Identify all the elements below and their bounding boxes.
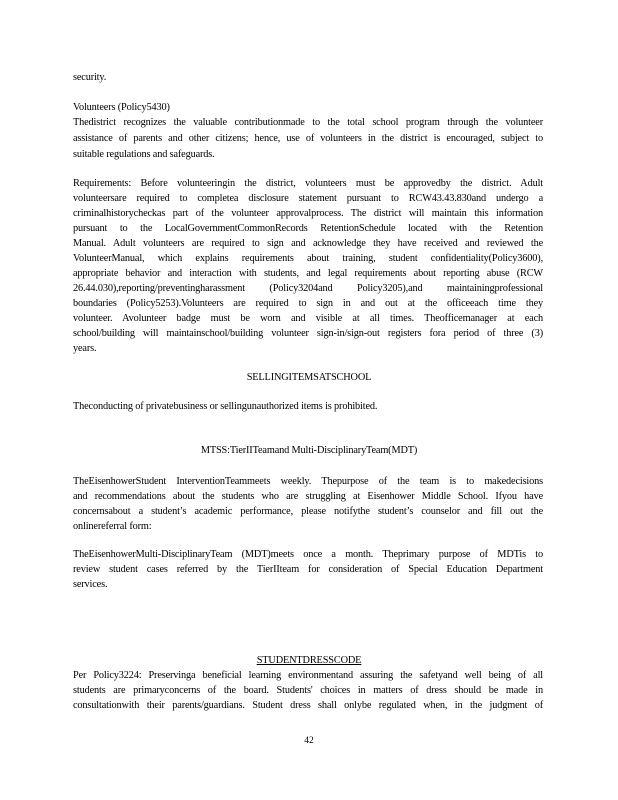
text-line: Manual. Adult volunteers are required to sign and acknowledge they have received and reviewed the bbox=[73, 238, 543, 249]
section-heading-dress-code: STUDENTDRESSCODE bbox=[256, 655, 362, 666]
page-number: 42 bbox=[304, 736, 314, 746]
text-line: criminalhistorycheckas part of the volunteer approvalprocess. The district will maintain this information bbox=[73, 208, 543, 219]
text-line: 26.44.030),reporting/preventingharassment (Policy3204and Policy3205),and maintainingprofessional bbox=[73, 283, 543, 294]
text-line: and recommendations about the students who are struggling at Eisenhower Middle School. Ifyou have bbox=[73, 491, 543, 502]
text-line: services. bbox=[73, 579, 108, 590]
section-heading-volunteers: Volunteers (Policy5430) bbox=[73, 102, 170, 113]
text-line: assistance of parents and other citizens; hence, use of volunteers in the district is encouraged, subject to bbox=[73, 133, 543, 144]
text-line: Theconducting of privatebusiness or sellingunauthorized items is prohibited. bbox=[73, 401, 378, 412]
text-line: TheEisenhowerStudent InterventionTeammeets weekly. Thepurpose of the team is to makedecisions bbox=[73, 476, 543, 487]
text-line: consultationwith their parents/guardians. Student dress shall onlybe regulated when, in the judgment of bbox=[73, 700, 543, 711]
text-line: Thedistrict recognizes the valuable contributionmade to the total school program through the volunteer bbox=[73, 117, 543, 128]
section-heading-selling-items: SELLINGITEMSATSCHOOL bbox=[246, 372, 372, 383]
text-line: concernsabout a student’s academic performance, please notifythe student’s counselor and fill out the bbox=[73, 506, 543, 517]
text-line: VolunteerManual, which explains requirements about training, student confidentiality(Policy3600), bbox=[73, 253, 543, 264]
text-line: Requirements: Before volunteeringin the district, volunteers must be approvedby the district. Adult bbox=[73, 178, 543, 189]
text-line: review student cases referred by the TierIIteam for consideration of Special Education Department bbox=[73, 564, 543, 575]
text-line: volunteersare required to completea disclosure statement pursuant to RCW43.43.830and undergo a bbox=[73, 193, 543, 204]
text-line: boundaries (Policy5253).Volunteers are required to sign in and out at the officeeach time they bbox=[73, 298, 543, 309]
text-line: TheEisenhowerMulti-DisciplinaryTeam (MDT)meets once a month. Theprimary purpose of MDTis to bbox=[73, 549, 543, 560]
text-line: school/building will maintainschool/building volunteer sign-in/sign-out registers fora period of three (3) bbox=[73, 328, 543, 339]
section-heading-mtss: MTSS:TierIITeamand Multi-DisciplinaryTeam(MDT) bbox=[200, 445, 418, 456]
text-line: pursuant to the LocalGovernmentCommonRecords RetentionSchedule located with the Retention bbox=[73, 223, 543, 234]
text-line: students are primaryconcerns of the board. Students' choices in matters of dress should be made in bbox=[73, 685, 543, 696]
text-line: appropriate behavior and interaction with students, and legal requirements about reporting abuse (RCW bbox=[73, 268, 543, 279]
text-line: volunteer. Avolunteer badge must be worn and visible at all times. Theofficemanager at each bbox=[73, 313, 543, 324]
text-line: Per Policy3224: Preservinga beneficial learning environmentand assuring the safetyand well being of all bbox=[73, 670, 543, 681]
text-line: suitable regulations and safeguards. bbox=[73, 149, 215, 160]
text-line: years. bbox=[73, 343, 97, 354]
text-line: security. bbox=[73, 72, 107, 83]
text-line: onlinereferral form: bbox=[73, 521, 152, 532]
